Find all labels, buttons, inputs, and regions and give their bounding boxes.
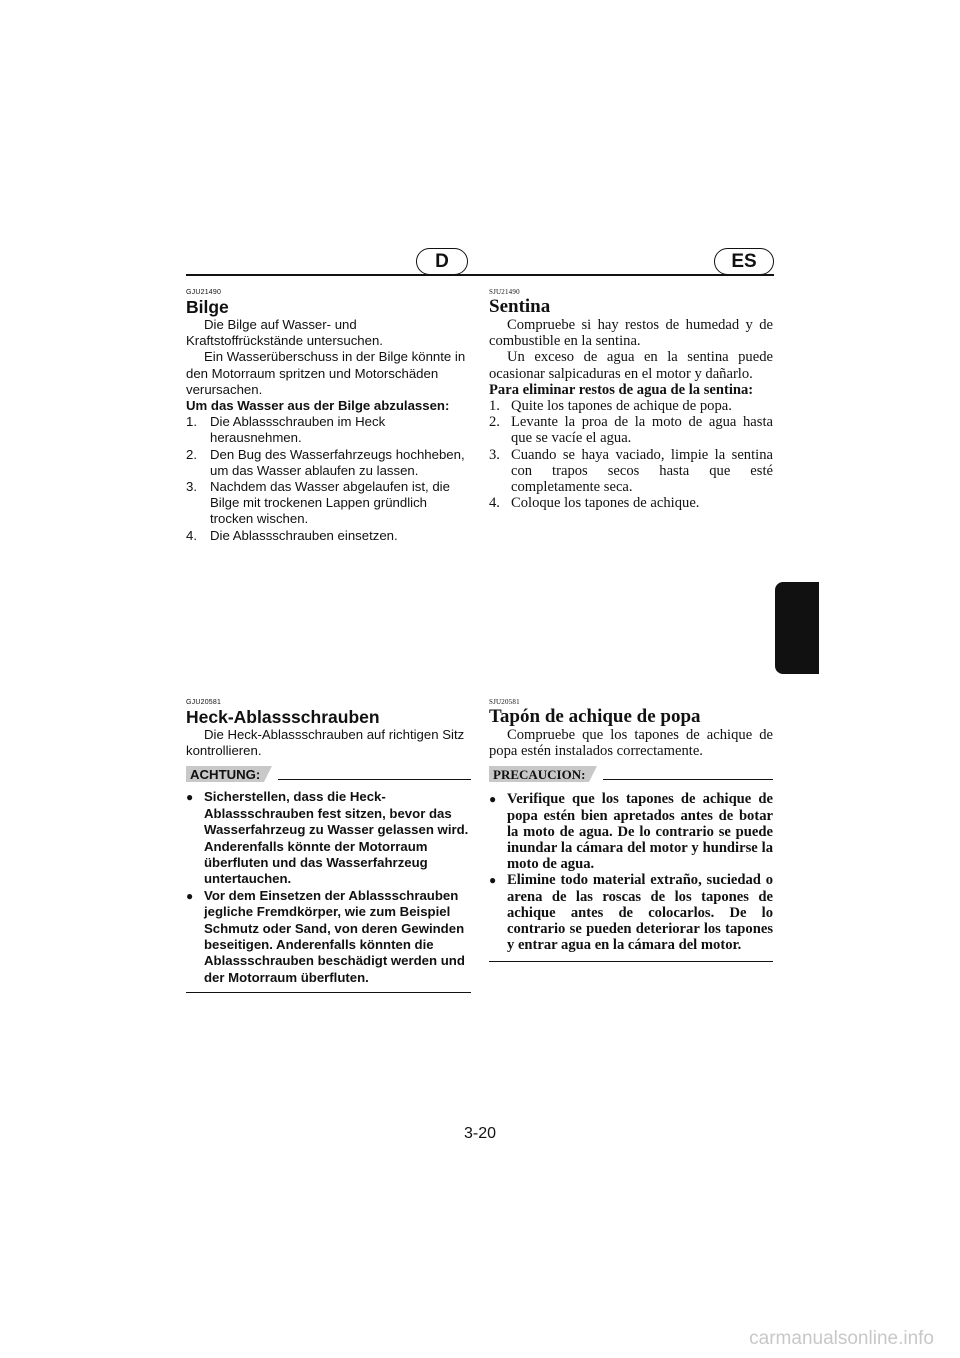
lang-badge-spanish: ES bbox=[714, 248, 774, 275]
section-title: Tapón de achique de popa bbox=[489, 706, 701, 727]
caution-bullet: ● Sicherstellen, dass die Heck-Ablassschrauben fest sitzen, bevor das Wasserfahrzeug zu Wasser gelassen wird. Anderenfalls könnte der Motorraum überfluten und das Wasserfahrzeug untertauchen. bbox=[186, 789, 469, 887]
caution-rule bbox=[278, 769, 471, 780]
list-item: 2. Levante la proa de la moto de agua hasta que se vacíe el agua. bbox=[489, 414, 773, 447]
german-bilge-section bbox=[186, 288, 471, 544]
caution-rule bbox=[603, 769, 773, 780]
watermark: carmanualsonline.info bbox=[749, 1328, 934, 1349]
chapter-tab-marker bbox=[775, 582, 819, 674]
list-item: 2. Den Bug des Wasserfahrzeugs hochheben, um das Wasser ablaufen zu lassen. bbox=[186, 446, 465, 478]
caution-end-rule bbox=[186, 992, 471, 993]
section-code: SJU20581 bbox=[489, 698, 520, 706]
german-drain-plugs-section bbox=[186, 698, 471, 993]
bullet-icon: ● bbox=[186, 888, 194, 903]
paragraph: Die Bilge auf Wasser- und Kraftstoffrückstände untersuchen. bbox=[186, 317, 383, 349]
list-item: 3. Cuando se haya vaciado, limpie la sentina con trapos secos hasta que esté completamente seca. bbox=[489, 446, 773, 496]
spanish-drain-plugs-section bbox=[489, 698, 773, 962]
list-item: 4. Die Ablassschrauben einsetzen. bbox=[186, 527, 398, 543]
section-title: Bilge bbox=[186, 297, 229, 317]
lang-badge-german: D bbox=[416, 248, 468, 275]
list-item: 1. Die Ablassschrauben im Heck herausnehmen. bbox=[186, 414, 386, 446]
paragraph: Un exceso de agua en la sentina puede ocasionar salpicaduras en el motor y dañarlo. bbox=[489, 349, 773, 382]
caution-bullet: ● Vor dem Einsetzen der Ablassschrauben jegliche Fremdkörper, wie zum Beispiel Schmutz oder Sand, von deren Gewinden beseitigen. Anderenfalls könnten die Ablassschrauben beschädigt werden und der Motorraum überfluten. bbox=[186, 887, 465, 985]
spanish-bilge-section bbox=[489, 288, 773, 511]
list-item: 1. Quite los tapones de achique de popa. bbox=[489, 398, 732, 415]
header-rule bbox=[186, 274, 774, 276]
page-number: 3-20 bbox=[463, 1125, 497, 1142]
caution-label: PRECAUCION: bbox=[489, 766, 589, 782]
list-item: 4. Coloque los tapones de achique. bbox=[489, 495, 700, 512]
section-code: SJU21490 bbox=[489, 288, 520, 296]
subheading: Para eliminar restos de agua de la sentina: bbox=[489, 381, 754, 398]
section-title: Sentina bbox=[489, 296, 551, 317]
section-title: Heck-Ablassschrauben bbox=[186, 707, 380, 727]
list-item: 3. Nachdem das Wasser abgelaufen ist, die Bilge mit trockenen Lappen gründlich trocken wischen. bbox=[186, 479, 450, 527]
section-code: GJU21490 bbox=[186, 289, 222, 296]
bullet-icon: ● bbox=[489, 873, 497, 888]
section-code: GJU20581 bbox=[186, 699, 222, 706]
caution-header bbox=[186, 765, 471, 783]
caution-label: ACHTUNG: bbox=[186, 766, 264, 782]
caution-bullet: ● Elimine todo material extraño, suciedad o arena de las roscas de los tapones de achique antes de colocarlos. De lo contrario se pueden deteriorar los tapones y entrar agua en la cámara del motor. bbox=[489, 872, 773, 954]
bullet-icon: ● bbox=[186, 790, 194, 805]
paragraph: Compruebe que los tapones de achique de popa estén instalados correctamente. bbox=[489, 727, 773, 760]
subheading: Um das Wasser aus der Bilge abzulassen: bbox=[186, 398, 450, 414]
paragraph: Compruebe si hay restos de humedad y de combustible en la sentina. bbox=[489, 317, 773, 350]
bullet-icon: ● bbox=[489, 792, 497, 807]
caution-header bbox=[489, 765, 773, 783]
paragraph: Die Heck-Ablassschrauben auf richtigen Sitz kontrollieren. bbox=[186, 727, 465, 759]
caution-end-rule bbox=[489, 961, 773, 962]
paragraph: Ein Wasserüberschuss in der Bilge könnte in den Motorraum spritzen und Motorschäden verursachen. bbox=[186, 349, 466, 397]
caution-bullet: ● Verifique que los tapones de achique de popa estén bien apretados antes de botar la moto de agua. De lo contrario se puede inundar la cámara del motor y hundirse la moto de agua. bbox=[489, 791, 773, 873]
